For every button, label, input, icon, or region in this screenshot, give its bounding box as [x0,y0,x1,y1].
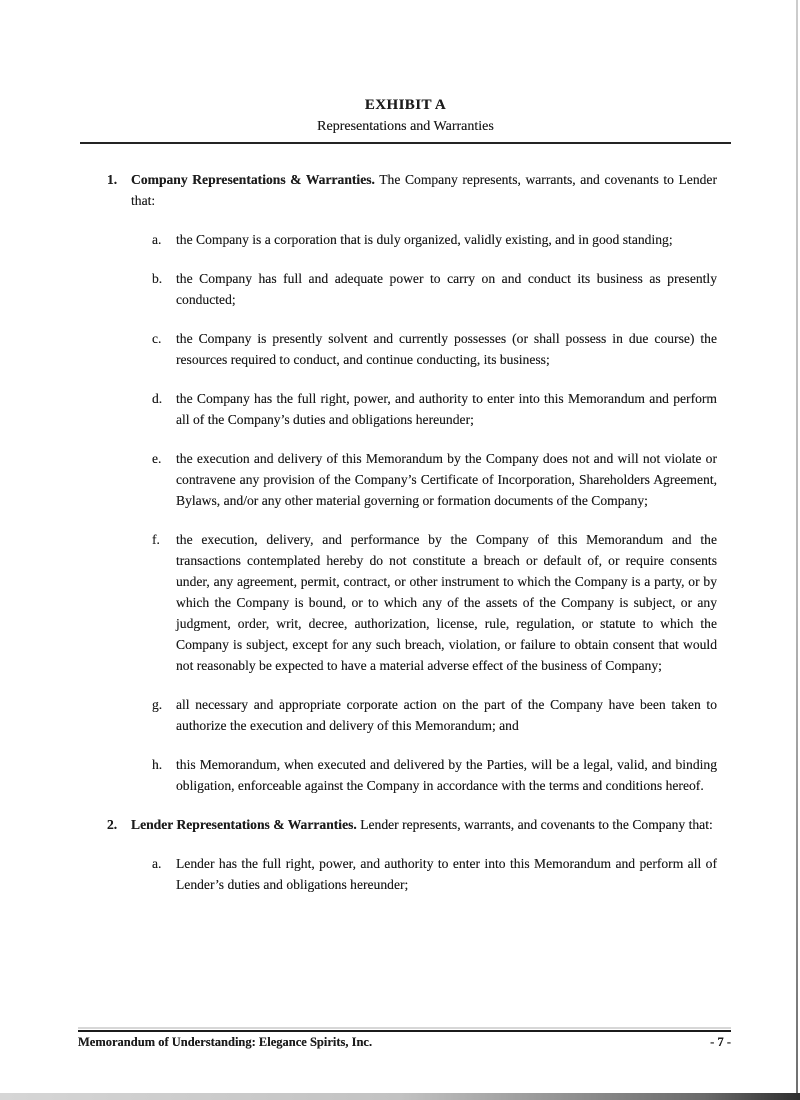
list-item-letter: a. [152,232,162,247]
list-item [131,754,717,796]
list-item-text: the execution and delivery of this Memorandum by the Company does not and will not violate or contravene any provision of the Company’s Certificate of Incorporation, Shareholders Agreement, Bylaws, and/or any other material governing or formation documents of the Company; [176,451,717,508]
list-item-letter: f. [152,532,160,547]
list-item-letter: e. [152,451,162,466]
list-item-letter: g. [152,697,163,712]
document-body [80,96,731,913]
list-item [131,229,717,250]
scan-edge-right [796,0,798,1100]
list-item-text: the execution, delivery, and performance by the Company of this Memorandum and the transactions contemplated hereby do not constitute a breach or default of, or require consents under, any agreement, permit, contract, or other instrument to which the Company is a party, or by which the Company is bound, or to which any of the assets of the Company is subject, or any judgment, order, writ, decree, authorization, license, rule, regulation, or statute to which the Company is subject, except for any such breach, violation, or failure to obtain consent that would not reasonably be expected to have a material adverse effect of the business of Company; [176,532,717,673]
list-item-text: the Company has full and adequate power to carry on and conduct its business as presently conducted; [176,271,717,307]
section-lender-reps [80,814,731,895]
list-item-text: all necessary and appropriate corporate action on the part of the Company have been taken to authorize the execution and delivery of this Memorandum; and [176,697,717,733]
section-intro-text: The Company represents, warrants, and covenants to Lender that: [131,172,717,208]
list-item-letter: d. [152,391,163,406]
section-company-reps [80,169,731,796]
list-item-text: the Company is presently solvent and currently possesses (or shall possess in due course) the resources required to conduct, and continue conducting, its business; [176,331,717,367]
exhibit-subtitle: Representations and Warranties [317,119,494,134]
section-heading: Lender Representations & Warranties. [131,817,357,832]
list-item [131,853,717,895]
list-item [131,694,717,736]
footer-row [78,1032,731,1050]
list-item [131,388,717,430]
footer-page-number: - 7 - [710,1035,731,1049]
section-number: 2. [107,817,118,832]
section-heading: Company Representations & Warranties. [131,172,375,187]
section-number: 1. [107,172,118,187]
list-item [131,268,717,310]
section-intro [131,169,717,211]
list-item-letter: c. [152,331,162,346]
sections [80,169,731,895]
section-intro [131,814,717,835]
list-item-text: the Company has the full right, power, and authority to enter into this Memorandum and perform all of the Company’s duties and obligations hereunder; [176,391,717,427]
list-item [131,529,717,676]
header-rule [80,142,731,144]
list-item-text: Lender has the full right, power, and authority to enter into this Memorandum and perform all of Lender’s duties and obligations hereunder; [176,856,717,892]
footer-document-title: Memorandum of Understanding: Elegance Spirits, Inc. [78,1035,373,1049]
exhibit-title: EXHIBIT A [364,97,447,113]
list-item-letter: b. [152,271,163,286]
list-item-letter: a. [152,856,162,871]
page-footer [78,1030,731,1050]
list-item-letter: h. [152,757,163,772]
document-header [80,96,731,144]
list-item-text: this Memorandum, when executed and delivered by the Parties, will be a legal, valid, and binding obligation, enforceable against the Company in accordance with the terms and conditions hereof. [176,757,717,793]
list-item [131,448,717,511]
list-item-text: the Company is a corporation that is duly organized, validly existing, and in good standing; [176,232,673,247]
list-item [131,328,717,370]
section-intro-text: Lender represents, warrants, and covenants to the Company that: [356,817,713,832]
scan-edge-bottom [0,1093,800,1100]
